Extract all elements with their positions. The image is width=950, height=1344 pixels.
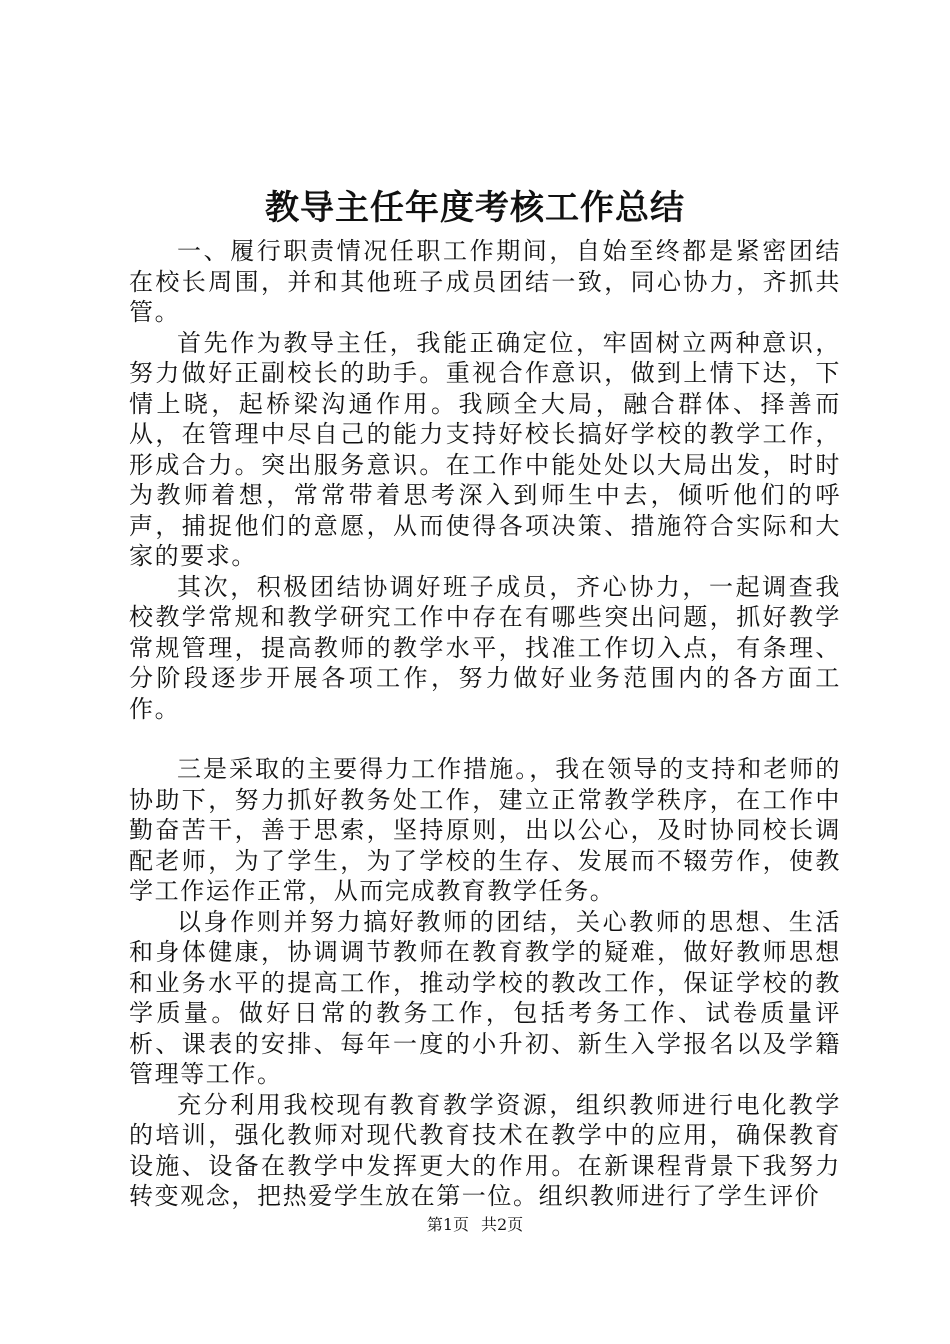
paragraph-2: 首先作为教导主任，我能正确定位，牢固树立两种意识，努力做好正副校长的助手。重视合作意识，做到上情下达，下情上晓，起桥梁沟通作用。我顾全大局，融合群体、择善而从，在管理中尽自己的能力支持好校长搞好学校的教学工作，形成合力。突出服务意识。在工作中能处处以大局出发，时时为教师着想，常常带着思考深入到师生中去，倾听他们的呼声，捕捉他们的意愿，从而使得各项决策、措施符合实际和大家的要求。 — [129, 328, 841, 570]
paragraph-4: 三是采取的主要得力工作措施。，我在领导的支持和老师的协助下，努力抓好教务处工作，建立正常教学秩序，在工作中勤奋苦干，善于思索，坚持原则，出以公心，及时协同校长调配老师，为了学生，为了学校的生存、发展而不辍劳作，使教学工作运作正常，从而完成教育教学任务。 — [129, 755, 841, 905]
page-total: 共2页 — [481, 1215, 524, 1234]
document-body — [129, 236, 841, 1212]
page-footer — [0, 1215, 950, 1235]
paragraph-5: 以身作则并努力搞好教师的团结，关心教师的思想、生活和身体健康，协调调节教师在教育教学的疑难，做好教师思想和业务水平的提高工作，推动学校的教改工作，保证学校的教学质量。做好日常的教务工作，包括考务工作、试卷质量评析、课表的安排、每年一度的小升初、新生入学报名以及学籍管理等工作。 — [129, 907, 841, 1088]
paragraph-6: 充分利用我校现有教育教学资源，组织教师进行电化教学的培训，强化教师对现代教育技术在教学中的应用，确保教育设施、设备在教学中发挥更大的作用。在新课程背景下我努力转变观念，把热爱学生放在第一位。组织教师进行了学生评价 — [129, 1090, 841, 1210]
paragraph-1: 一、履行职责情况任职工作期间，自始至终都是紧密团结在校长周围，并和其他班子成员团结一致，同心协力，齐抓共管。 — [129, 237, 841, 326]
document-title: 教导主任年度考核工作总结 — [265, 188, 685, 228]
page-number: 第1页 — [426, 1215, 469, 1234]
paragraph-3: 其次，积极团结协调好班子成员，齐心协力，一起调查我校教学常规和教学研究工作中存在有哪些突出问题，抓好教学常规管理，提高教师的教学水平，找准工作切入点，有条理、分阶段逐步开展各项工作，努力做好业务范围内的各方面工作。 — [129, 572, 841, 723]
